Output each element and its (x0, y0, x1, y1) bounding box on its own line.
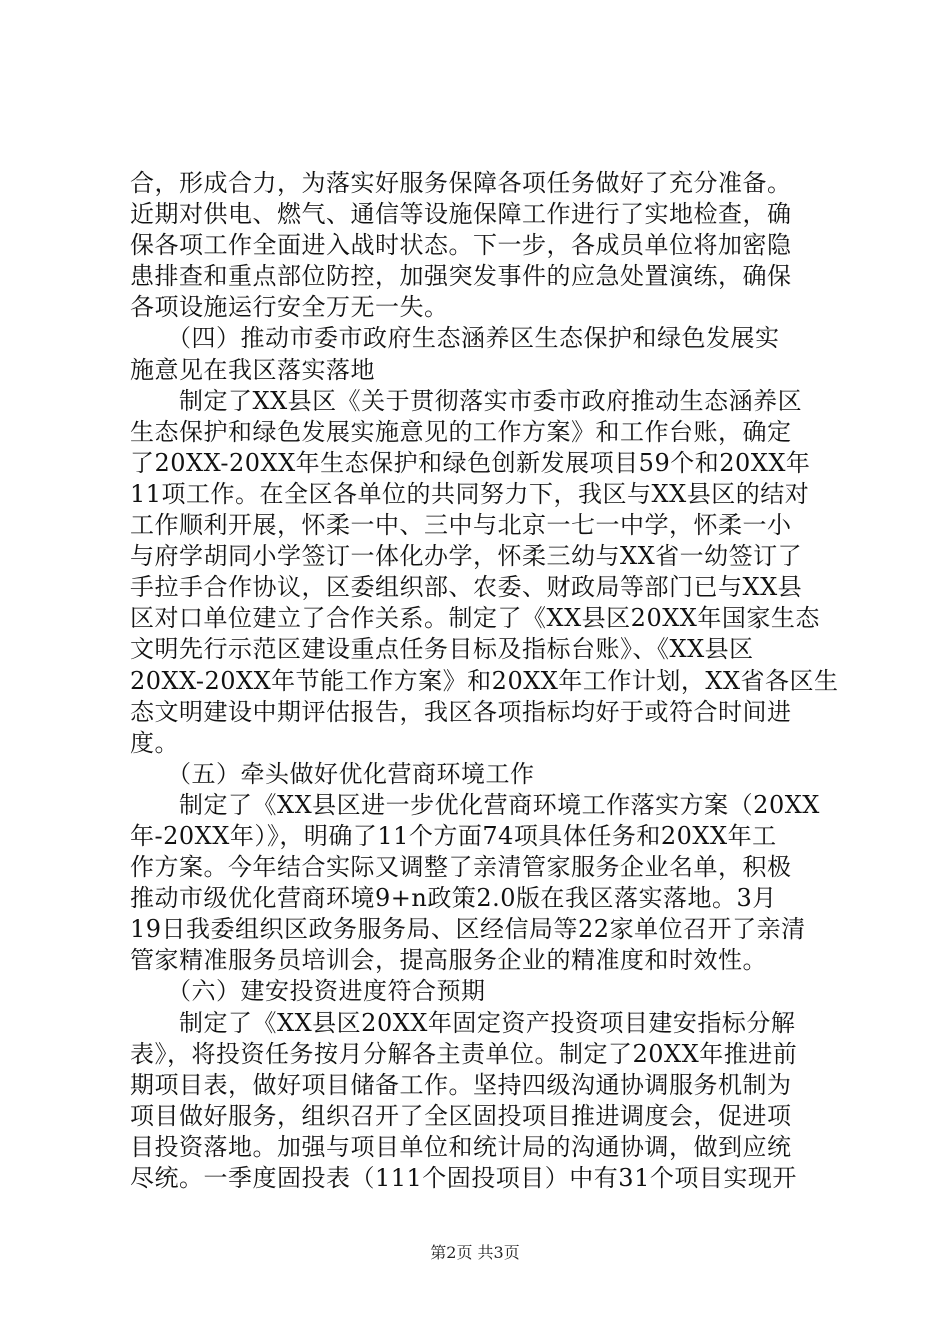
text-line: 合，形成合力，为落实好服务保障各项任务做好了充分准备。 (130, 169, 792, 197)
text-line: 区对口单位建立了合作关系。制定了《XX县区20XX年国家生态 (130, 604, 820, 633)
text-line: 保各项工作全面进入战时状态。下一步，各成员单位将加密隐 (130, 231, 792, 260)
text-line: 工作顺利开展，怀柔一中、三中与北京一七一中学，怀柔一小 (130, 511, 792, 540)
text-line: 文明先行示范区建设重点任务目标及指标台账》、《XX县区 (130, 635, 754, 664)
page-number: 第2页 共3页 (430, 1243, 520, 1262)
text-line: 尽统。一季度固投表（111个固投项目）中有31个项目实现开 (130, 1164, 797, 1192)
section-heading: 施意见在我区落实落地 (130, 355, 375, 384)
text-line: 与府学胡同小学签订一体化办学，怀柔三幼与XX省一幼签订了 (130, 542, 803, 571)
text-line: 各项设施运行安全万无一失。 (130, 293, 449, 322)
text-line: 20XX-20XX年节能工作方案》和20XX年工作计划，XX省各区生 (130, 666, 839, 695)
text-line: 11项工作。在全区各单位的共同努力下，我区与XX县区的结对 (130, 479, 810, 508)
text-line: 手拉手合作协议，区委组织部、农委、财政局等部门已与XX县 (130, 573, 803, 602)
text-line: 患排查和重点部位防控，加强突发事件的应急处置演练，确保 (130, 262, 792, 291)
text-line: 制定了《XX县区20XX年固定资产投资项目建安指标分解 (130, 1008, 796, 1037)
text-line: 制定了《XX县区进一步优化营商环境工作落实方案（20XX (130, 790, 820, 819)
section-heading: （六）建安投资进度符合预期 (130, 977, 486, 1006)
text-line: 生态保护和绿色发展实施意见的工作方案》和工作台账，确定 (130, 417, 792, 446)
section-heading: （四）推动市委市政府生态涵养区生态保护和绿色发展实 (130, 324, 780, 353)
text-line: 近期对供电、燃气、通信等设施保障工作进行了实地检查，确 (130, 200, 792, 229)
text-line: 19日我委组织区政务服务局、区经信局等22家单位召开了亲清 (130, 915, 806, 944)
text-line: 目投资落地。加强与项目单位和统计局的沟通协调，做到应统 (130, 1132, 792, 1161)
text-line: 度。 (130, 728, 179, 757)
text-line: 了20XX-20XX年生态保护和绿色创新发展项目59个和20XX年 (130, 448, 811, 477)
text-line: 管家精准服务员培训会，提高服务企业的精准度和时效性。 (130, 946, 767, 975)
page-footer (0, 1243, 950, 1263)
text-line: 态文明建设中期评估报告，我区各项指标均好于或符合时间进 (130, 697, 792, 726)
text-line: 项目做好服务，组织召开了全区固投项目推进调度会，促进项 (130, 1101, 792, 1130)
text-line: 期项目表，做好项目储备工作。坚持四级沟通协调服务机制为 (130, 1070, 792, 1099)
document-body (130, 168, 850, 1194)
section-heading: （五）牵头做好优化营商环境工作 (130, 759, 535, 788)
text-line: 作方案。今年结合实际又调整了亲清管家服务企业名单，积极 (130, 853, 792, 882)
text-line: 年-20XX年）》，明确了11个方面74项具体任务和20XX年工 (130, 821, 777, 850)
text-line: 制定了XX县区《关于贯彻落实市委市政府推动生态涵养区 (130, 386, 803, 415)
text-line: 推动市级优化营商环境9+n政策2.0版在我区落实落地。3月 (130, 884, 777, 913)
text-line: 表》，将投资任务按月分解各主责单位。制定了20XX年推进前 (130, 1039, 798, 1068)
